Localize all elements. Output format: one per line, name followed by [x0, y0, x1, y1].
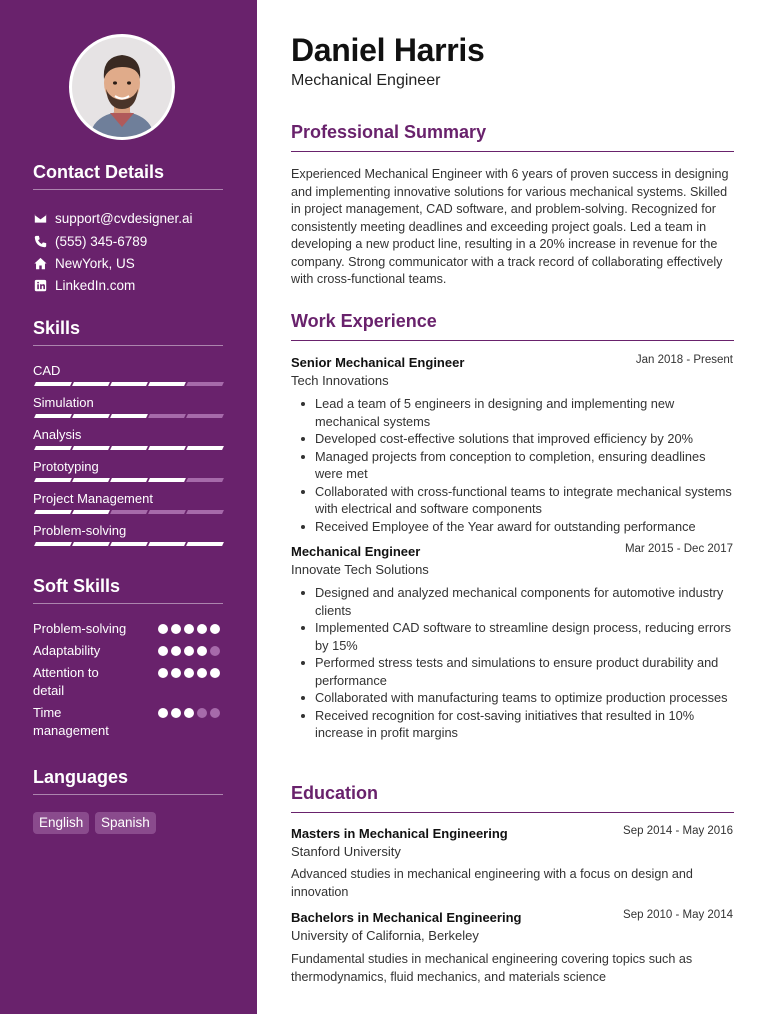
skill-level-segment: [72, 542, 110, 546]
skill-item: [33, 427, 223, 451]
skill-level-segment: [72, 382, 110, 386]
contact-location: [33, 254, 135, 272]
rating-dot: [184, 646, 194, 656]
skill-level-segment: [148, 510, 186, 514]
soft-skill-item: [33, 620, 223, 638]
skill-level-segment: [34, 542, 72, 546]
rating-dot: [171, 668, 181, 678]
education-heading: Education: [291, 783, 734, 813]
skill-level-segment: [148, 446, 186, 450]
skill-name: Prototyping: [33, 459, 99, 474]
home-icon: [33, 256, 47, 270]
skill-level-segment: [72, 510, 110, 514]
skills-heading: Skills: [33, 318, 223, 346]
language-tag: English: [33, 812, 89, 834]
skill-level-segment: [186, 542, 224, 546]
rating-dot: [210, 646, 220, 656]
job-bullet: Received Employee of the Year award for outstanding performance: [315, 518, 735, 536]
skill-level-segment: [110, 478, 148, 482]
skill-level-segment: [110, 446, 148, 450]
soft-skill-item: [33, 704, 223, 740]
soft-skill-item: [33, 642, 223, 660]
skill-level-segment: [72, 414, 110, 418]
skill-name: Simulation: [33, 395, 94, 410]
skill-level-segment: [186, 478, 224, 482]
rating-dot: [197, 708, 207, 718]
rating-dot: [197, 668, 207, 678]
rating-dot: [197, 624, 207, 634]
soft-skill-rating: [158, 668, 223, 678]
language-tag: Spanish: [95, 812, 156, 834]
job-bullet: Managed projects from conception to completion, ensuring deadlines were met: [315, 448, 735, 483]
skill-level-segment: [34, 478, 72, 482]
profile-photo-image: [72, 37, 172, 137]
candidate-role: Mechanical Engineer: [291, 72, 441, 89]
soft-skill-rating: [158, 624, 223, 634]
skill-item: [33, 363, 223, 387]
soft-skill-label: Adaptability: [33, 643, 101, 658]
skill-level-segment: [110, 542, 148, 546]
skill-name: Analysis: [33, 427, 82, 442]
degree-title: Bachelors in Mechanical Engineering: [291, 910, 522, 925]
degree-title: Masters in Mechanical Engineering: [291, 826, 508, 841]
skill-item: [33, 523, 223, 547]
job-company: Tech Innovations: [291, 373, 389, 388]
summary-text: Experienced Mechanical Engineer with 6 years of proven success in designing and implementing innovative solutions for various mechanical systems. Skilled in project management, CAD software, and problem-solving. Recognized for consistently meeting deadlines and exceeding project goals. Led a team in developing a new product line, resulting in a 20% increase in revenue for the company. Strong communicator with a track record of collaborating effectively with cross-functional teams.: [291, 167, 729, 286]
rating-dot: [171, 708, 181, 718]
summary-heading: Professional Summary: [291, 122, 734, 152]
profile-photo: [69, 34, 175, 140]
skill-level-segment: [148, 382, 186, 386]
rating-dot: [171, 646, 181, 656]
skill-name: Project Management: [33, 491, 153, 506]
phone-icon: [33, 234, 47, 248]
job-bullet: Collaborated with manufacturing teams to optimize production processes: [315, 689, 735, 707]
rating-dot: [210, 668, 220, 678]
rating-dot: [184, 708, 194, 718]
skill-level-bar: [33, 382, 223, 387]
school-name: Stanford University: [291, 844, 401, 859]
rating-dot: [184, 624, 194, 634]
skill-level-segment: [186, 414, 224, 418]
rating-dot: [158, 646, 168, 656]
skill-level-segment: [110, 382, 148, 386]
job-bullet: Received recognition for cost-saving initiatives that resulted in 10% increase in profit margins: [315, 707, 735, 742]
skill-level-segment: [148, 542, 186, 546]
contact-email[interactable]: [33, 209, 193, 227]
school-name: University of California, Berkeley: [291, 928, 479, 943]
contact-phone-text: (555) 345-6789: [55, 233, 148, 249]
skill-level-segment: [110, 510, 148, 514]
skill-name: Problem-solving: [33, 523, 127, 538]
rating-dot: [158, 624, 168, 634]
skill-level-bar: [33, 478, 223, 483]
skill-level-segment: [148, 478, 186, 482]
contact-linkedin[interactable]: [33, 276, 135, 294]
rating-dot: [158, 668, 168, 678]
linkedin-icon: [33, 278, 47, 292]
rating-dot: [184, 668, 194, 678]
job-bullet: Designed and analyzed mechanical components for automotive industry clients: [315, 584, 735, 619]
skill-level-segment: [186, 446, 224, 450]
skill-name: CAD: [33, 363, 61, 378]
job-bullet: Lead a team of 5 engineers in designing and implementing new mechanical systems: [315, 395, 735, 430]
skill-item: [33, 395, 223, 419]
job-bullets: [315, 395, 735, 535]
contact-linkedin-text: LinkedIn.com: [55, 277, 136, 293]
soft-skill-rating: [158, 646, 223, 656]
contact-heading: Contact Details: [33, 162, 223, 190]
job-dates: Mar 2015 - Dec 2017: [624, 543, 733, 555]
skill-level-bar: [33, 446, 223, 451]
contact-location-text: NewYork, US: [55, 255, 135, 271]
skill-level-segment: [110, 414, 148, 418]
job-bullets: [315, 584, 735, 742]
job-company: Innovate Tech Solutions: [291, 562, 429, 577]
sidebar: [0, 0, 257, 1014]
rating-dot: [158, 708, 168, 718]
soft-skill-label: Time management: [33, 705, 109, 738]
rating-dot: [171, 624, 181, 634]
skill-level-segment: [186, 510, 224, 514]
languages-heading: Languages: [33, 767, 223, 795]
rating-dot: [210, 624, 220, 634]
skill-item: [33, 491, 223, 515]
skill-level-bar: [33, 414, 223, 419]
skill-level-segment: [34, 510, 72, 514]
job-dates: Jan 2018 - Present: [635, 354, 733, 366]
soft-skill-label: Attention to detail: [33, 665, 99, 698]
rating-dot: [197, 646, 207, 656]
rating-dot: [210, 708, 220, 718]
skill-level-segment: [72, 446, 110, 450]
skill-level-segment: [34, 414, 72, 418]
skill-item: [33, 459, 223, 483]
job-bullet: Performed stress tests and simulations to ensure product durability and performance: [315, 654, 735, 689]
soft-skills-heading: Soft Skills: [33, 576, 223, 604]
contact-phone[interactable]: [33, 232, 147, 250]
job-title: Senior Mechanical Engineer: [291, 355, 465, 370]
skill-level-segment: [186, 382, 224, 386]
skill-level-segment: [148, 414, 186, 418]
contact-email-text: support@cvdesigner.ai: [55, 210, 193, 226]
job-bullet: Developed cost-effective solutions that improved efficiency by 20%: [315, 430, 735, 448]
job-bullet: Implemented CAD software to streamline design process, reducing errors by 15%: [315, 619, 735, 654]
skill-level-bar: [33, 542, 223, 547]
skill-level-segment: [72, 478, 110, 482]
experience-heading: Work Experience: [291, 311, 734, 341]
job-bullet: Collaborated with cross-functional teams to integrate mechanical systems with electrical and software components: [315, 483, 735, 518]
soft-skill-rating: [158, 708, 223, 718]
skill-level-bar: [33, 510, 223, 515]
soft-skill-item: [33, 664, 223, 700]
soft-skill-label: Problem-solving: [33, 621, 127, 636]
degree-description: Advanced studies in mechanical engineering with a focus on design and innovation: [291, 867, 693, 899]
degree-dates: Sep 2014 - May 2016: [623, 825, 733, 837]
skill-level-segment: [34, 382, 72, 386]
envelope-icon: [33, 211, 47, 225]
candidate-name: Daniel Harris: [291, 32, 485, 68]
degree-description: Fundamental studies in mechanical engineering covering topics such as thermodynamics, fluid mechanics, and materials science: [291, 952, 693, 984]
degree-dates: Sep 2010 - May 2014: [623, 909, 733, 921]
job-title: Mechanical Engineer: [291, 544, 421, 559]
skill-level-segment: [34, 446, 72, 450]
